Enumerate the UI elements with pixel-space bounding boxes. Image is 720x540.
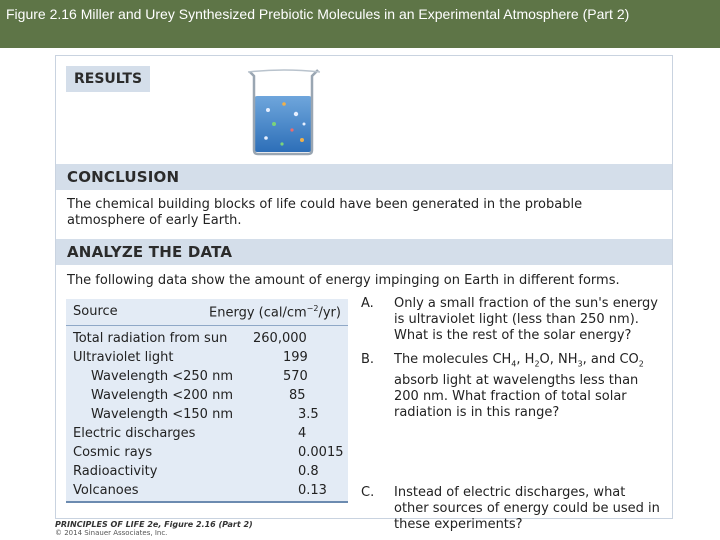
energy-unit-label: Energy (cal/cm xyxy=(209,305,307,321)
question-letter: C. xyxy=(361,485,375,500)
table-row xyxy=(66,386,348,405)
slide-title: Figure 2.16 Miller and Urey Synthesized Prebiotic Molecules in an Experimental Atmosphere (Part 2) xyxy=(6,6,630,22)
table-row xyxy=(66,462,348,481)
table-row xyxy=(66,481,348,500)
credit-copyright: © 2014 Sinauer Associates, Inc. xyxy=(55,529,168,537)
beaker-icon xyxy=(244,66,324,156)
question-text-part: , H xyxy=(516,352,535,367)
column-energy-header xyxy=(209,304,341,320)
analyze-intro: The following data show the amount of energy impinging on Earth in different forms. xyxy=(67,273,620,288)
row-value: 85 xyxy=(289,388,306,403)
question-text xyxy=(394,352,662,421)
row-value: 260,000 xyxy=(253,331,307,346)
conclusion-title: CONCLUSION xyxy=(67,168,180,186)
row-source: Wavelength <250 nm xyxy=(91,369,233,384)
analyze-bar xyxy=(56,239,672,265)
table-row xyxy=(66,424,348,443)
row-value: 0.0015 xyxy=(298,445,344,460)
conclusion-text: The chemical building blocks of life could have been generated in the probable atmosphere of early Earth. xyxy=(67,197,583,228)
row-source: Electric discharges xyxy=(73,426,196,441)
question-text-part: absorb light at wavelengths less than 200 nm. What fraction of total solar radiation is in this range? xyxy=(394,372,639,420)
question-text-part: O, NH xyxy=(539,352,578,367)
row-source: Volcanoes xyxy=(73,483,139,498)
results-label: RESULTS xyxy=(66,66,150,92)
row-value: 570 xyxy=(283,369,308,384)
question-text-part: The molecules CH xyxy=(394,352,512,367)
conclusion-bar xyxy=(56,164,672,190)
subscript: 4 xyxy=(511,359,517,369)
table-header xyxy=(66,299,348,326)
subscript: 2 xyxy=(638,359,644,369)
row-source: Total radiation from sun xyxy=(73,331,228,346)
question-text-part: , and CO xyxy=(582,352,639,367)
analyze-title: ANALYZE THE DATA xyxy=(67,243,233,261)
energy-table xyxy=(66,299,348,503)
row-value: 199 xyxy=(283,350,308,365)
table-row xyxy=(66,348,348,367)
row-value: 0.8 xyxy=(298,464,319,479)
question-letter: A. xyxy=(361,296,374,311)
row-source: Radioactivity xyxy=(73,464,158,479)
energy-unit-suffix: /yr) xyxy=(318,305,341,321)
table-row xyxy=(66,367,348,386)
table-row xyxy=(66,443,348,462)
slide-header xyxy=(0,0,720,48)
row-value: 4 xyxy=(298,426,307,441)
column-source-header: Source xyxy=(73,304,118,319)
row-source: Wavelength <200 nm xyxy=(91,388,233,403)
question-text: Instead of electric discharges, what other sources of energy could be used in these experiments? xyxy=(394,485,660,532)
row-source: Ultraviolet light xyxy=(73,350,174,365)
energy-unit-exponent: −2 xyxy=(306,304,319,313)
row-source: Cosmic rays xyxy=(73,445,153,460)
figure-credit xyxy=(55,520,253,538)
row-value: 3.5 xyxy=(298,407,319,422)
credit-title: PRINCIPLES OF LIFE 2e, Figure 2.16 (Part 2) xyxy=(55,520,253,529)
table-row xyxy=(66,329,348,348)
subscript: 3 xyxy=(577,359,583,369)
row-value: 0.13 xyxy=(298,483,327,498)
table-row xyxy=(66,405,348,424)
question-text: Only a small fraction of the sun's energy is ultraviolet light (less than 250 nm). What is the rest of the solar energy? xyxy=(394,296,658,343)
subscript: 2 xyxy=(534,359,540,369)
row-source: Wavelength <150 nm xyxy=(91,407,233,422)
question-letter: B. xyxy=(361,352,375,367)
